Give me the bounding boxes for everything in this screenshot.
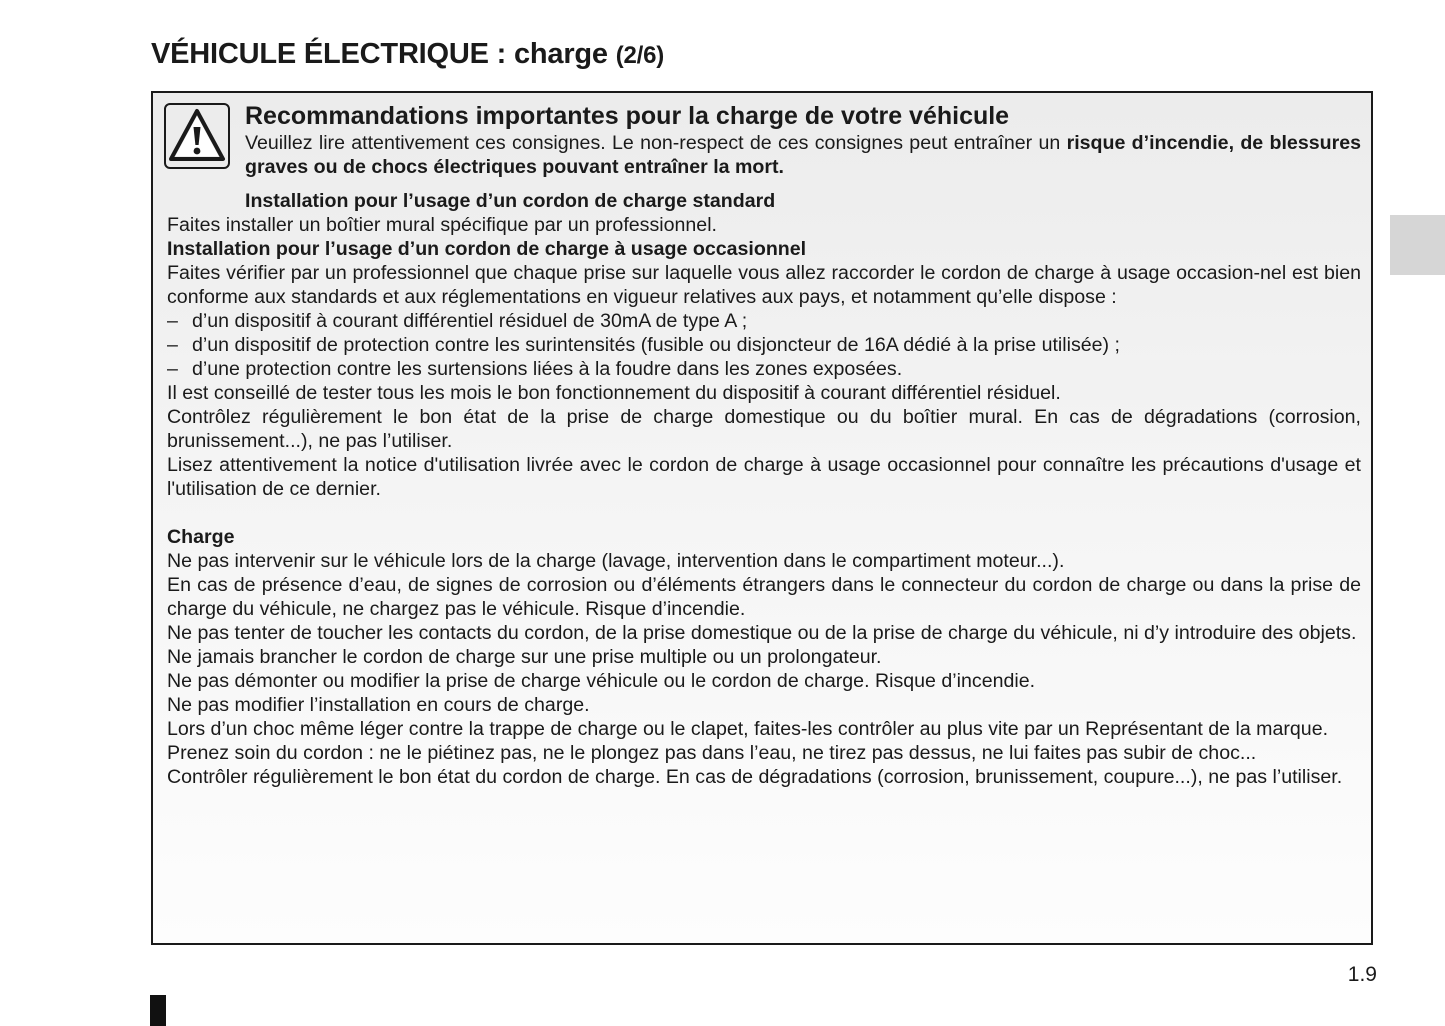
chapter-thumb-tab: [1390, 215, 1445, 275]
charge-paragraph: Ne pas modifier l’installation en cours de charge.: [167, 694, 590, 716]
charge-paragraph: Ne pas intervenir sur le véhicule lors de la charge (lavage, intervention dans le compartiment moteur...).: [167, 550, 1065, 572]
charge-paragraph: Ne jamais brancher le cordon de charge sur une prise multiple ou un prolongateur.: [167, 646, 882, 668]
check-paragraph: Contrôlez régulièrement le bon état de la prise de charge domestique ou du boîtier mural. En cas de dégradations (corrosion, brunissement...), ne pas l’utiliser.: [167, 406, 1361, 452]
warning-content: [167, 189, 1361, 789]
charge-paragraph: Ne pas tenter de toucher les contacts du cordon, de la prise domestique ou de la prise de charge du véhicule, ni d’y introduire des objets.: [167, 622, 1357, 644]
list-item: [167, 357, 1361, 381]
warning-heading: Recommandations importantes pour la charge de votre véhicule: [245, 102, 1010, 130]
list-item: [167, 309, 1361, 333]
list-item-text: d’un dispositif à courant différentiel résiduel de 30mA de type A ;: [192, 310, 748, 332]
test-paragraph: Il est conseillé de tester tous les mois le bon fonctionnement du dispositif à courant différentiel résiduel.: [167, 382, 1061, 404]
page-title: [151, 34, 664, 76]
standard-install-heading: Installation pour l’usage d’un cordon de charge standard: [245, 190, 776, 212]
warning-triangle-icon: [164, 103, 230, 169]
page-title-part: (2/6): [615, 42, 665, 69]
list-dash: –: [167, 310, 178, 332]
warning-intro-text: Veuillez lire attentivement ces consignes. Le non-respect de ces consignes peut entraîner un: [245, 132, 1067, 154]
page-number: 1.9: [1347, 963, 1377, 986]
warning-intro-bold: risque d’incendie, de blessures graves ou de chocs électriques pouvant entraîner la mort.: [245, 132, 1361, 178]
standard-install-text: Faites installer un boîtier mural spécifique par un professionnel.: [167, 214, 718, 236]
warning-triangle-graphic: [166, 105, 228, 167]
charge-paragraph: En cas de présence d’eau, de signes de corrosion ou d’éléments étrangers dans le connecteur du cordon de charge ou dans la prise de charge du véhicule, ne chargez pas le véhicule. Risque d’incendie.: [167, 574, 1361, 620]
charge-paragraph: Lors d’un choc même léger contre la trappe de charge ou le clapet, faites-les contrôler au plus vite par un Représentant de la marque.: [167, 718, 1329, 740]
section-spacer: [167, 501, 1361, 525]
corner-mark: [150, 995, 166, 1026]
occasional-install-text: Faites vérifier par un professionnel que chaque prise sur laquelle vous allez raccorder le cordon de charge à usage occasion-nel est bien conforme aux standards et aux réglementations en vigueur relatives aux pays, et notamment qu’elle dispose :: [167, 262, 1361, 308]
list-item: [167, 333, 1361, 357]
list-dash: –: [167, 358, 178, 380]
charge-paragraph: Contrôler régulièrement le bon état du cordon de charge. En cas de dégradations (corrosion, brunissement, coupure...), ne pas l’utiliser.: [167, 766, 1343, 788]
charge-paragraph: Ne pas démonter ou modifier la prise de charge véhicule ou le cordon de charge. Risque d’incendie.: [167, 670, 1036, 692]
page-title-text: VÉHICULE ÉLECTRIQUE : charge: [151, 38, 608, 70]
list-dash: –: [167, 334, 178, 356]
charge-heading: Charge: [167, 526, 235, 548]
warning-intro: [245, 131, 1361, 179]
warning-box: [151, 91, 1373, 945]
manual-paragraph: Lisez attentivement la notice d'utilisation livrée avec le cordon de charge à usage occasionnel pour connaître les précautions d'usage et l'utilisation de ce dernier.: [167, 454, 1361, 500]
list-item-text: d’une protection contre les surtensions liées à la foudre dans les zones exposées.: [192, 358, 903, 380]
occasional-install-heading: Installation pour l’usage d’un cordon de charge à usage occasionnel: [167, 238, 807, 260]
charge-paragraph: Prenez soin du cordon : ne le piétinez pas, ne le plongez pas dans l’eau, ne tirez pas dessus, ne lui faites pas subir de choc...: [167, 742, 1257, 764]
list-item-text: d’un dispositif de protection contre les surintensités (fusible ou disjoncteur de 16A dédié à la prise utilisée) ;: [192, 334, 1120, 356]
